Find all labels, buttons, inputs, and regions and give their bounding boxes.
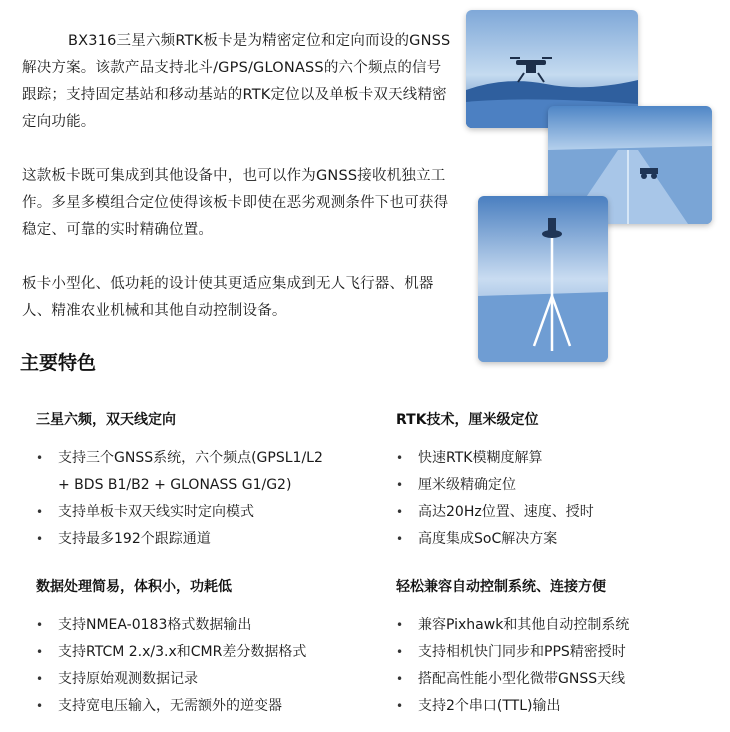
- bullet-icon: •: [396, 478, 404, 492]
- list-item: • 支持宽电压输入，无需额外的逆变器: [36, 693, 306, 720]
- feature-heading-4: 轻松兼容自动控制系统、连接方便: [396, 579, 606, 595]
- list-item: • 搭配高性能小型化微带GNSS天线: [396, 666, 629, 693]
- feature-list-2: [396, 445, 594, 553]
- intro-text: [22, 28, 452, 352]
- photo-collage: [462, 10, 722, 364]
- list-item: • 支持最多192个跟踪通道: [36, 526, 323, 553]
- bullet-icon: •: [396, 618, 404, 632]
- bullet-icon: •: [36, 672, 44, 686]
- feature-heading-1: 三星六频，双天线定向: [36, 412, 176, 428]
- features-title: 主要特色: [20, 352, 97, 374]
- feature-list-4: [396, 612, 629, 720]
- list-item: • 支持NMEA-0183格式数据输出: [36, 612, 306, 639]
- bullet-icon: •: [396, 532, 404, 546]
- intro-paragraph-3: 板卡小型化、低功耗的设计使其更适应集成到无人飞行器、机器人、精准农业机械和其他自动控制设备。: [22, 276, 434, 319]
- list-item: • 高达20Hz位置、速度、授时: [396, 499, 594, 526]
- feature-heading-3: 数据处理简易，体积小，功耗低: [36, 579, 232, 595]
- bullet-icon: •: [36, 505, 44, 519]
- list-item: • 兼容Pixhawk和其他自动控制系统: [396, 612, 629, 639]
- bullet-icon: •: [396, 645, 404, 659]
- list-item: • 支持原始观测数据记录: [36, 666, 306, 693]
- list-item: • 厘米级精确定位: [396, 472, 594, 499]
- list-item: • 支持2个串口(TTL)输出: [396, 693, 629, 720]
- bullet-icon: •: [36, 451, 44, 465]
- intro-paragraph-1: BX316三星六频RTK板卡是为精密定位和定向而设的GNSS解决方案。该款产品支持北斗/GPS/GLONASS的六个频点的信号跟踪；支持固定基站和移动基站的RTK定位以及单板卡双天线精密定向功能。: [22, 33, 451, 130]
- list-item: • 快速RTK模糊度解算: [396, 445, 594, 472]
- intro-paragraph-2: 这款板卡既可集成到其他设备中，也可以作为GNSS接收机独立工作。多星多模组合定位使得该板卡即使在恶劣观测条件下也可获得稳定、可靠的实时精确位置。: [22, 168, 449, 238]
- bullet-icon: •: [36, 532, 44, 546]
- list-item: • 支持RTCM 2.x/3.x和CMR差分数据格式: [36, 639, 306, 666]
- list-item: • 高度集成SoC解决方案: [396, 526, 594, 553]
- bullet-icon: •: [396, 451, 404, 465]
- bullet-icon: •: [396, 672, 404, 686]
- feature-list-3: [36, 612, 306, 720]
- list-item: • 支持单板卡双天线实时定向模式: [36, 499, 323, 526]
- feature-list-1: [36, 445, 323, 553]
- list-item-continuation: + BDS B1/B2 + GLONASS G1/G2): [58, 477, 292, 493]
- bullet-icon: •: [36, 699, 44, 713]
- list-item: • 支持三个GNSS系统，六个频点(GPSL1/L2: [36, 445, 323, 472]
- feature-heading-2: RTK技术，厘米级定位: [396, 412, 539, 428]
- bullet-icon: •: [36, 645, 44, 659]
- list-item: • 支持相机快门同步和PPS精密授时: [396, 639, 629, 666]
- bullet-icon: •: [396, 699, 404, 713]
- bullet-icon: •: [36, 618, 44, 632]
- survey-tripod-photo: [478, 196, 608, 362]
- bullet-icon: •: [396, 505, 404, 519]
